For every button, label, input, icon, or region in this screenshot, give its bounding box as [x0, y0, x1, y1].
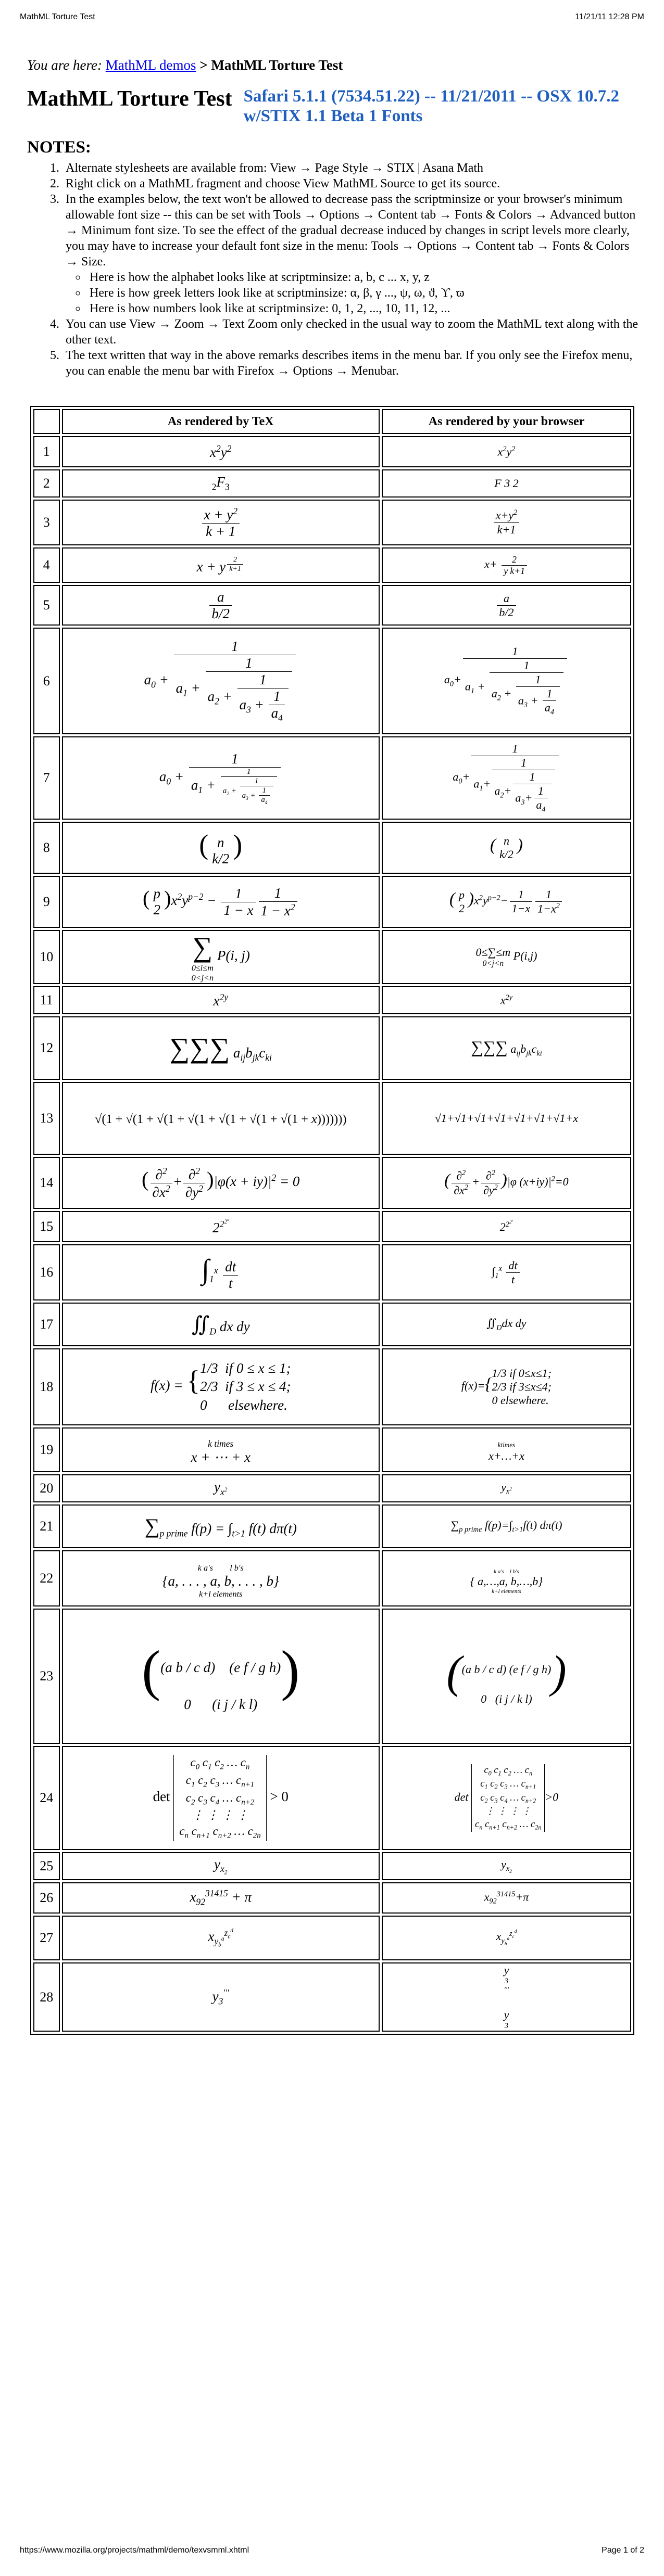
table-row [33, 1348, 631, 1425]
browser-formula: $x_{y_b^a}^{z_c^d}$ [382, 1916, 631, 1960]
row-number: 6 [33, 628, 60, 734]
tex-formula: f(x) = {1/3 if 0 ≤ x ≤ 1; 2/3 if 3 ≤ x ≤ 4; 0 elsewhere. [62, 1348, 380, 1425]
table-row [33, 628, 631, 734]
breadcrumb-link-mathml-demos[interactable]: MathML demos [105, 57, 196, 73]
table-row [33, 1427, 631, 1472]
row-number: 3 [33, 500, 60, 545]
note-item: 4. You can use View → Zoom → Text Zoom only checked in the usual way to zoom the MathML text along with the other text. [62, 316, 639, 348]
table-row [33, 469, 631, 498]
browser-formula: ((a b / c d) (e f / g h) 0 (i j / k l)) [382, 1609, 631, 1744]
tex-formula: $x_{92}^{31415} + \pi$ [62, 1882, 380, 1914]
row-number: 8 [33, 822, 60, 874]
tex-formula: $y_{x_2}$ [62, 1852, 380, 1880]
table-row [33, 1916, 631, 1960]
browser-formula: x+ $\frac{2}{\text{y k+1}}$ [382, 547, 631, 583]
table-row [33, 1882, 631, 1914]
tex-formula: $\frac{a}{b/2}$ [62, 585, 380, 626]
header-number [33, 409, 60, 434]
row-number: 12 [33, 1016, 60, 1080]
print-footer [20, 2546, 644, 2561]
row-number: 26 [33, 1882, 60, 1914]
browser-formula: y 3 ′′′ y 3 [382, 1962, 631, 2032]
browser-formula: 0≤∑≤m 0<j<n P(i,j) [382, 930, 631, 984]
breadcrumb [27, 57, 639, 73]
browser-formula: $\int_1^x$ $\frac{dt}{t}$ [382, 1244, 631, 1300]
browser-formula: $a_0+$ 1 $a_1+$ 1 $a_2+$ 1 $a_3+$ $\frac{1}{a_4}$ [382, 736, 631, 820]
table-row [33, 1609, 631, 1744]
row-number: 10 [33, 930, 60, 984]
table-row [33, 986, 631, 1014]
table-row [33, 1504, 631, 1548]
note-item: 1. Alternate stylesheets are available from: View → Page Style → STIX | Asana Math [62, 160, 639, 176]
breadcrumb-separator: > [199, 57, 208, 73]
browser-formula: ( p 2 )$x^2y^{p-2}-$ $\frac{1}{1-x}$ $\frac{1}{1-x^2}$ [382, 876, 631, 928]
row-number: 20 [33, 1474, 60, 1502]
note-text: In the examples below, the text won't be allowed to decrease pass the scriptminsize or your browser's minimum allowable font size -- this can be set with Tools → Options → Content tab → Fonts & Colors → Advanced button → Minimum font size. To see the effect of the gradual decrease induced by changes in script levels more clearly, you may have to increase your default font size in the menu: Tools → Options → Content tab → Fonts & Colors → Size. [66, 192, 636, 269]
tex-formula: $_2F_3$ [62, 469, 380, 498]
browser-formula: $\sum_{p prime}$ $f(p)=\int_{t>1}f(t)$ dπ(t) [382, 1504, 631, 1548]
sub-note-item: ◦ Here is how numbers look like at scriptminsize: 0, 1, 2, ..., 10, 11, 12, ... [86, 301, 639, 316]
row-number: 9 [33, 876, 60, 928]
breadcrumb-current: MathML Torture Test [211, 57, 343, 73]
row-number: 14 [33, 1157, 60, 1209]
sub-notes-list [66, 270, 639, 316]
table-header-row [33, 409, 631, 434]
table-row [33, 1244, 631, 1300]
print-header [20, 12, 644, 28]
browser-formula: F 3 2 [382, 469, 631, 498]
table-row [33, 736, 631, 820]
row-number: 23 [33, 1609, 60, 1744]
print-header-title: MathML Torture Test [20, 12, 95, 21]
browser-formula: √1+√1+√1+√1+√1+√1+√1+x [382, 1082, 631, 1155]
row-number: 16 [33, 1244, 60, 1300]
tex-formula: √(1 + √(1 + √(1 + √(1 + √(1 + √(1 + √(1 + x))))))) [62, 1082, 380, 1155]
table-row [33, 1852, 631, 1880]
note-item: 2. Right click on a MathML fragment and choose View MathML Source to get its source. [62, 176, 639, 192]
table-row [33, 1157, 631, 1209]
tex-formula: $∬_D$ dx dy [62, 1303, 380, 1346]
row-number: 17 [33, 1303, 60, 1346]
browser-formula: f(x)={1/3 if 0≤x≤1; 2/3 if 3≤x≤4; 0 elsewhere. [382, 1348, 631, 1425]
page-title: MathML Torture Test [27, 87, 232, 111]
tex-formula: x + y $^{\frac{2}{k+1}}$ [62, 547, 380, 583]
row-number: 4 [33, 547, 60, 583]
table-row [33, 1082, 631, 1155]
header-tex: As rendered by TeX [62, 409, 380, 434]
table-row [33, 822, 631, 874]
table-row [33, 547, 631, 583]
tex-formula: ∑∑∑ $a_{ij}b_{jk}c_{ki}$ [62, 1016, 380, 1080]
browser-formula: $\frac{x+y^2}{k+1}$ [382, 500, 631, 545]
note-item [62, 192, 639, 316]
notes-list [27, 160, 639, 379]
tex-formula: $a_0$ + 1 $a_1$ + 1 $a_2$ + 1 $a_3$ + $\frac{1}{a_4}$ [62, 736, 380, 820]
row-number: 25 [33, 1852, 60, 1880]
print-footer-page: Page 1 of 2 [602, 2546, 644, 2555]
tex-formula: $\frac{x + y^2}{k + 1}$ [62, 500, 380, 545]
browser-formula: $a_0+$ 1 $a_1$ + 1 $a_2$ + 1 $a_3$ + $\frac{1}{a_4}$ [382, 628, 631, 734]
header-browser: As rendered by your browser [382, 409, 631, 434]
page-subtitle: Safari 5.1.1 (7534.51.22) -- 11/21/2011 -- OSX 10.7.2 w/STIX 1.1 Beta 1 Fonts [243, 87, 620, 125]
row-number: 28 [33, 1962, 60, 2032]
browser-formula: $∬_Ddx$ dy [382, 1303, 631, 1346]
row-number: 19 [33, 1427, 60, 1472]
row-number: 18 [33, 1348, 60, 1425]
tex-formula: $\det c_0$ $c_1$ $c_2$ … $c_n$ $c_1$ $c_2$ $c_3$ … $c_{n+1}$ $c_2$ $c_3$ $c_4$ … $c_{n+2}$ ⋮ ⋮ ⋮ ⋮ $c_n$ $c_{n+1}$ $c_{n+2}$ … $c_{2n} > 0$ [62, 1746, 380, 1850]
tex-formula: ∑ 0≤i≤m 0<j<n P(i, j) [62, 930, 380, 984]
browser-formula: $\frac{a}{b/2}$ [382, 585, 631, 626]
table-row [33, 1016, 631, 1080]
table-row [33, 1211, 631, 1242]
tex-formula: $2^{2^{2^x}}$ [62, 1211, 380, 1242]
page-content [27, 57, 639, 379]
browser-formula: $\det c_0$ $c_1$ $c_2$ … $c_n$ $c_1$ $c_2$ $c_3$ … $c_{n+1}$ $c_2$ $c_3$ $c_4$ … $c_{n+2}$ ⋮ ⋮ ⋮ ⋮ $c_n$ $c_{n+1}$ $c_{n+2}$ … $c_{2n}>0$ [382, 1746, 631, 1850]
table-row [33, 930, 631, 984]
table-row [33, 1550, 631, 1606]
tex-formula: $\sum_{p prime}$ $f(p) = \int_{t>1}$ f(t) dπ(t) [62, 1504, 380, 1548]
browser-formula: $x^{2y}$ [382, 986, 631, 1014]
tex-formula: $y_3'''$ [62, 1962, 380, 2032]
table-row [33, 1962, 631, 2032]
browser-formula: $y_{x_2}$ [382, 1852, 631, 1880]
row-number: 27 [33, 1916, 60, 1960]
browser-formula: ktimes x+…+x [382, 1427, 631, 1472]
table-row [33, 1474, 631, 1502]
row-number: 13 [33, 1082, 60, 1155]
tex-formula: $a_0$ + 1 $a_1$ + 1 $a_2$ + 1 $a_3$ + $\frac{1}{a_4}$ [62, 628, 380, 734]
table-row [33, 876, 631, 928]
table-row [33, 1303, 631, 1346]
title-row [27, 87, 639, 126]
browser-formula: $x^2y^2$ [382, 436, 631, 467]
browser-formula: $2^{2^{2^x}}$ [382, 1211, 631, 1242]
tex-formula: ((a b / c d) (e f / g h) 0 (i j / k l)) [62, 1609, 380, 1744]
row-number: 15 [33, 1211, 60, 1242]
table-row [33, 436, 631, 467]
browser-formula: k a's l b's { a,…,a, b,…,b} k+l elements [382, 1550, 631, 1606]
browser-formula: ( n k/2 ) [382, 822, 631, 874]
row-number: 1 [33, 436, 60, 467]
table-row [33, 500, 631, 545]
tex-formula: $\int_1^x$ $\frac{dt}{t}$ [62, 1244, 380, 1300]
table-row [33, 585, 631, 626]
print-footer-url: https://www.mozilla.org/projects/mathml/demo/texvsmml.xhtml [20, 2546, 249, 2555]
breadcrumb-prefix: You are here: [27, 57, 102, 73]
row-number: 24 [33, 1746, 60, 1850]
table-row [33, 1746, 631, 1850]
row-number: 2 [33, 469, 60, 498]
browser-formula: ( $\frac{\partial^2}{\partial x^2}$ + $\frac{\partial^2}{\partial y^2}$ )|φ $(x+iy)|^2=0$ [382, 1157, 631, 1209]
row-number: 11 [33, 986, 60, 1014]
browser-formula: $y_{x^2}$ [382, 1474, 631, 1502]
sub-note-item: ◦ Here is how the alphabet looks like at scriptminsize: a, b, c ... x, y, z [86, 270, 639, 285]
row-number: 5 [33, 585, 60, 626]
sub-note-item: ◦ Here is how greek letters look like at scriptminsize: α, β, γ ..., ψ, ω, ϑ, ϒ, ϖ [86, 285, 639, 301]
tex-formula: k a's l b's {a, . . . , a, b, . . . , b} k+l elements [62, 1550, 380, 1606]
note-item: 5. The text written that way in the above remarks describes items in the menu bar. If you only see the Firefox menu, you can enable the menu bar with Firefox → Options → Menubar. [62, 348, 639, 379]
tex-formula: ( n k/2 ) [62, 822, 380, 874]
tex-formula: $y_{x^2}$ [62, 1474, 380, 1502]
tex-formula: ( $\frac{\partial^2}{\partial x^2}$ + $\frac{\partial^2}{\partial y^2}$ )$|\varphi(x + iy)|^2 = 0$ [62, 1157, 380, 1209]
browser-formula: $x_{92}^{31415}+\pi$ [382, 1882, 631, 1914]
tex-formula: k times x + ⋯ + x [62, 1427, 380, 1472]
torture-table [30, 406, 634, 2035]
browser-formula: ∑∑∑ $a_{ij}b_{jk}c_{ki}$ [382, 1016, 631, 1080]
row-number: 22 [33, 1550, 60, 1606]
tex-formula: $x^{2y}$ [62, 986, 380, 1014]
row-number: 7 [33, 736, 60, 820]
print-header-datetime: 11/21/11 12:28 PM [575, 12, 644, 21]
tex-formula: $x^2y^2$ [62, 436, 380, 467]
row-number: 21 [33, 1504, 60, 1548]
tex-formula: $x_{y_b^a}^{z_c^d}$ [62, 1916, 380, 1960]
notes-heading: NOTES: [27, 137, 91, 157]
tex-formula: ( p 2 )$x^2y^{p-2}$ − $\frac{1}{1 - x}$ $\frac{1}{1 - x^2}$ [62, 876, 380, 928]
